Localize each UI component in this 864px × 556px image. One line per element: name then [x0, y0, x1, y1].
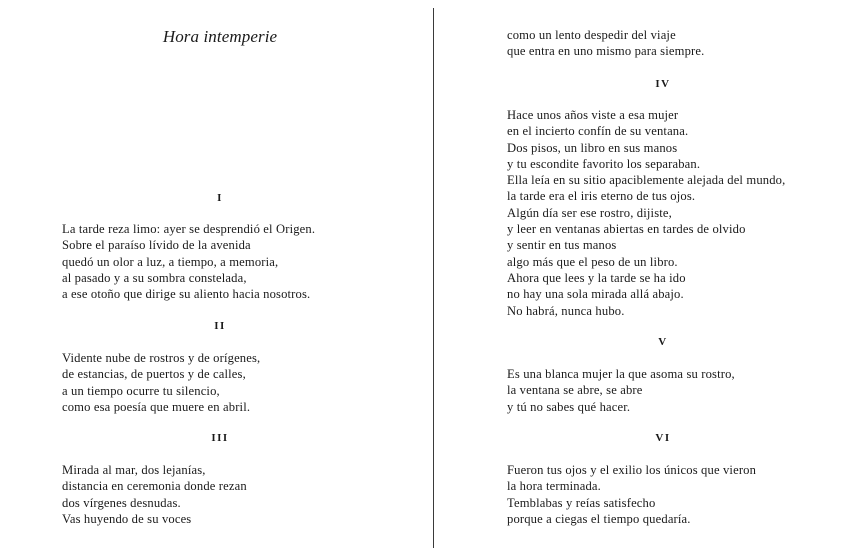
verse-line: no hay una sola mirada allá abajo.: [507, 287, 684, 302]
stanza: [62, 221, 315, 302]
section-number: IV: [655, 78, 671, 90]
right-page: [434, 0, 864, 556]
verse-line: algo más que el peso de un libro.: [507, 254, 678, 269]
verse-line: y leer en ventanas abiertas en tardes de olvido: [507, 222, 746, 237]
verse-line: Hace unos años viste a esa mujer: [507, 108, 679, 122]
section-number: VI: [655, 432, 671, 444]
section-number: I: [217, 192, 223, 204]
verse-line: la ventana se abre, se abre: [507, 383, 643, 398]
stanza: [507, 107, 785, 319]
verse-line: Es una blanca mujer la que asoma su rostro,: [507, 367, 735, 381]
stanza: [507, 366, 735, 415]
stanza: [62, 462, 247, 527]
section-number: II: [214, 320, 226, 332]
verse-line: y tú no sabes qué hacer.: [507, 399, 631, 414]
verse-line: Vas huyendo de su voces: [62, 511, 192, 526]
verse-line: La tarde reza limo: ayer se desprendió el Origen.: [62, 222, 316, 236]
verse-line: Vidente nube de rostros y de orígenes,: [62, 351, 261, 365]
stanza-continuation: [507, 27, 704, 60]
verse-line: quedó un olor a luz, a tiempo, a memoria,: [62, 254, 279, 269]
verse-line: que entra en uno mismo para siempre.: [507, 44, 705, 59]
verse-line: la tarde era el iris eterno de tus ojos.: [507, 189, 696, 204]
verse-line: Ahora que lees y la tarde se ha ido: [507, 270, 686, 285]
stanza: [507, 462, 756, 527]
stanza: [62, 350, 260, 415]
verse-line: Algún día ser ese rostro, dijiste,: [507, 205, 672, 220]
verse-line: Sobre el paraíso lívido de la avenida: [62, 238, 251, 253]
verse-line: Fueron tus ojos y el exilio los únicos que vieron: [507, 463, 757, 477]
poem-title: Hora intemperie: [162, 27, 278, 46]
verse-line: Dos pisos, un libro en sus manos: [507, 140, 678, 155]
section-number: III: [211, 432, 229, 444]
verse-line: a ese otoño que dirige su aliento hacia nosotros.: [62, 287, 311, 302]
verse-line: distancia en ceremonia donde rezan: [62, 479, 247, 494]
verse-line: Mirada al mar, dos lejanías,: [62, 463, 206, 477]
verse-line: y tu escondite favorito los separaban.: [507, 156, 701, 171]
verse-line: y sentir en tus manos: [507, 238, 617, 253]
verse-line: de estancias, de puertos y de calles,: [62, 367, 246, 382]
verse-line: como esa poesía que muere en abril.: [62, 399, 251, 414]
verse-line: Ella leía en su sitio apaciblemente alejada del mundo,: [507, 173, 786, 188]
verse-line: porque a ciegas el tiempo quedaría.: [507, 511, 691, 526]
verse-line: en el incierto confín de su ventana.: [507, 124, 689, 139]
verse-line: como un lento despedir del viaje: [507, 28, 676, 42]
verse-line: Temblabas y reías satisfecho: [507, 495, 656, 510]
verse-line: No habrá, nunca hubo.: [507, 303, 625, 318]
verse-line: dos vírgenes desnudas.: [62, 495, 181, 510]
verse-line: la hora terminada.: [507, 479, 601, 494]
section-number: V: [658, 336, 668, 348]
verse-line: al pasado y a su sombra constelada,: [62, 270, 247, 285]
verse-line: a un tiempo ocurre tu silencio,: [62, 383, 220, 398]
